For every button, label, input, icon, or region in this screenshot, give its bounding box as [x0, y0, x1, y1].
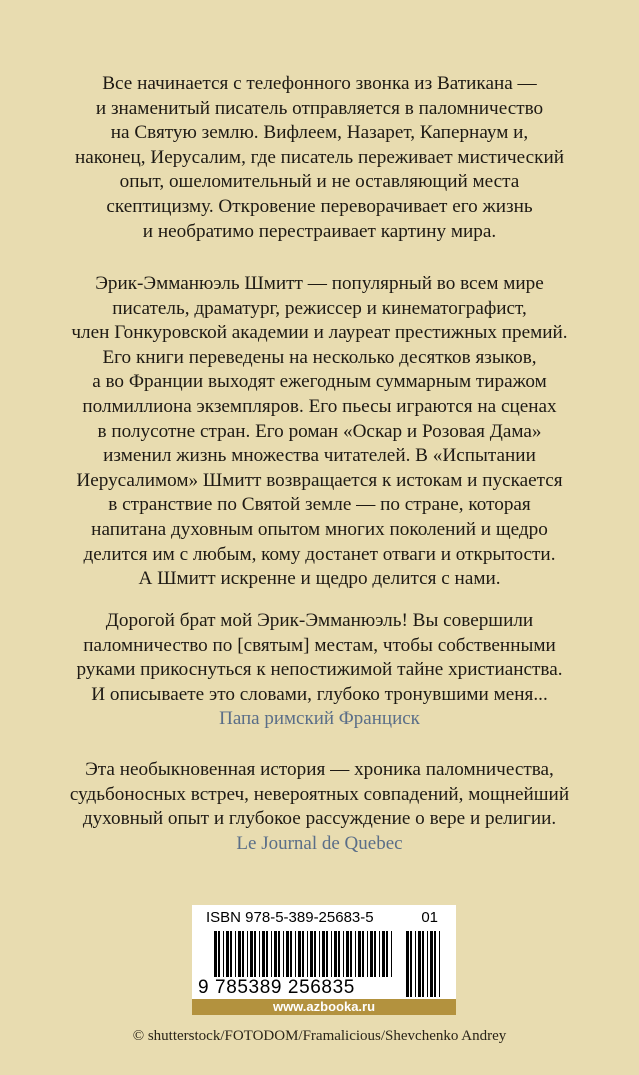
barcode-bar	[346, 931, 349, 977]
barcode-bar	[374, 931, 376, 977]
barcode-bar	[382, 931, 385, 977]
barcode-bar	[266, 931, 268, 977]
barcode-bar	[298, 931, 301, 977]
barcode-bar	[295, 931, 296, 977]
barcode-bar	[319, 931, 320, 977]
barcode-bar	[278, 931, 280, 977]
isbn-label	[206, 909, 446, 929]
barcode-bar	[355, 931, 356, 977]
barcode-bar	[322, 931, 325, 977]
barcode-bar	[310, 931, 313, 977]
barcode-bar	[290, 931, 292, 977]
text-line: Эта необыкновенная история — хроника паломничества,	[85, 759, 554, 780]
text-line: опыт, ошеломительный и не оставляющий места	[119, 171, 520, 193]
barcode-bar	[386, 931, 388, 977]
text-line: в странствие по Святой земле — по стране, которая	[108, 494, 531, 516]
synopsis-paragraph	[40, 72, 599, 244]
isbn-text: ISBN 978-5-389-25683-5	[206, 909, 374, 926]
barcode-bar	[430, 931, 433, 997]
isbn-addon: 01	[421, 909, 438, 926]
pope-quote-paragraph	[40, 609, 599, 707]
text-line: делится им с любым, кому достанет отваги и открытости.	[83, 543, 556, 565]
barcode-bar	[235, 931, 236, 977]
barcode-bar	[274, 931, 277, 977]
text-line: а во Франции выходят ежегодным суммарным тиражом	[92, 371, 547, 393]
text-line: судьбоносных встреч, невероятных совпадений, мощнейший	[69, 783, 570, 805]
barcode-bar	[214, 931, 217, 977]
journal-quote-attribution: Le Journal de Quebec	[236, 833, 403, 854]
barcode-bar	[358, 931, 361, 977]
barcode-bar	[370, 931, 373, 977]
text-line: изменил жизнь множества читателей. В «Испытании	[103, 445, 536, 467]
text-line: Эрик-Эмманюэль Шмитт — популярный во всем мире	[95, 273, 544, 294]
author-bio-paragraph	[40, 272, 599, 592]
barcode-bar	[250, 931, 253, 977]
text-line: И описываете это словами, глубоко тронувшими меня...	[91, 683, 548, 705]
text-line: и необратимо перестраивает картину мира.	[142, 220, 497, 242]
barcode-bar	[226, 931, 229, 977]
barcode-bar	[326, 931, 328, 977]
barcode-bar	[307, 931, 308, 977]
barcode-bar	[286, 931, 289, 977]
barcode-bar	[242, 931, 244, 977]
barcode-bar	[259, 931, 260, 977]
barcode-bar	[218, 931, 220, 977]
barcode-bar	[334, 931, 337, 977]
text-line: напитана духовным опытом многих поколений и щедро	[91, 518, 548, 540]
barcode-bar	[230, 931, 232, 977]
text-line: руками прикоснуться к непостижимой тайне христианства.	[76, 659, 563, 681]
barcode-bar	[331, 931, 332, 977]
barcode-block	[192, 905, 456, 1015]
text-line: на Святую землю. Вифлеем, Назарет, Капернаум и,	[110, 122, 529, 144]
text-line: Дорогой брат мой Эрик-Эмманюэль! Вы совершили	[105, 610, 534, 631]
barcode-bar	[271, 931, 272, 977]
barcode-bar	[367, 931, 368, 977]
barcode-bar	[254, 931, 256, 977]
text-line: скептицизму. Откровение переворачивает его жизнь	[106, 195, 533, 217]
journal-quote-paragraph	[40, 758, 599, 832]
text-line: в полусотне стран. Его роман «Оскар и Розовая Дама»	[97, 420, 542, 442]
barcode-bar	[391, 931, 392, 977]
barcode-bar	[362, 931, 364, 977]
text-line: А Шмитт искренне и щедро делится с нами.	[138, 568, 501, 590]
text-line: полмиллиона экземпляров. Его пьесы играются на сценах	[82, 395, 557, 417]
barcode-bar	[302, 931, 304, 977]
text-line: паломничество по [святым] местам, чтобы собственными	[83, 634, 556, 656]
text-line: член Гонкуровской академии и лауреат престижных премий.	[71, 322, 568, 344]
text-line: наконец, Иерусалим, где писатель переживает мистический	[74, 146, 565, 168]
barcode-bar	[314, 931, 316, 977]
pope-quote-attribution: Папа римский Франциск	[219, 708, 420, 729]
barcode-bar	[223, 931, 224, 977]
text-line: Все начинается с телефонного звонка из Ватикана —	[102, 73, 537, 94]
barcode-bar	[247, 931, 248, 977]
publisher-website: www.azbooka.ru	[192, 999, 456, 1015]
barcode-bar	[283, 931, 284, 977]
barcode-bar	[238, 931, 241, 977]
text-line: Его книги переведены на несколько десятков языков,	[102, 346, 537, 368]
text-line: и знаменитый писатель отправляется в паломничество	[95, 97, 544, 119]
text-line: Иерусалимом» Шмитт возвращается к истокам и пускается	[76, 469, 563, 491]
barcode-bar	[262, 931, 265, 977]
barcode-bar	[350, 931, 352, 977]
barcode-bar	[434, 931, 436, 997]
barcode-bar	[439, 931, 440, 997]
barcode-bar	[338, 931, 340, 977]
text-line: писатель, драматург, режиссер и кинематографист,	[112, 297, 527, 319]
barcode-bar	[343, 931, 344, 977]
photo-credit: © shutterstock/FOTODOM/Framalicious/Shevchenko Andrey	[132, 1028, 507, 1044]
text-line: духовный опыт и глубокое рассуждение о вере и религии.	[82, 808, 557, 830]
barcode-bar	[379, 931, 380, 977]
barcode-digits: 9 785389 256835	[198, 977, 355, 998]
